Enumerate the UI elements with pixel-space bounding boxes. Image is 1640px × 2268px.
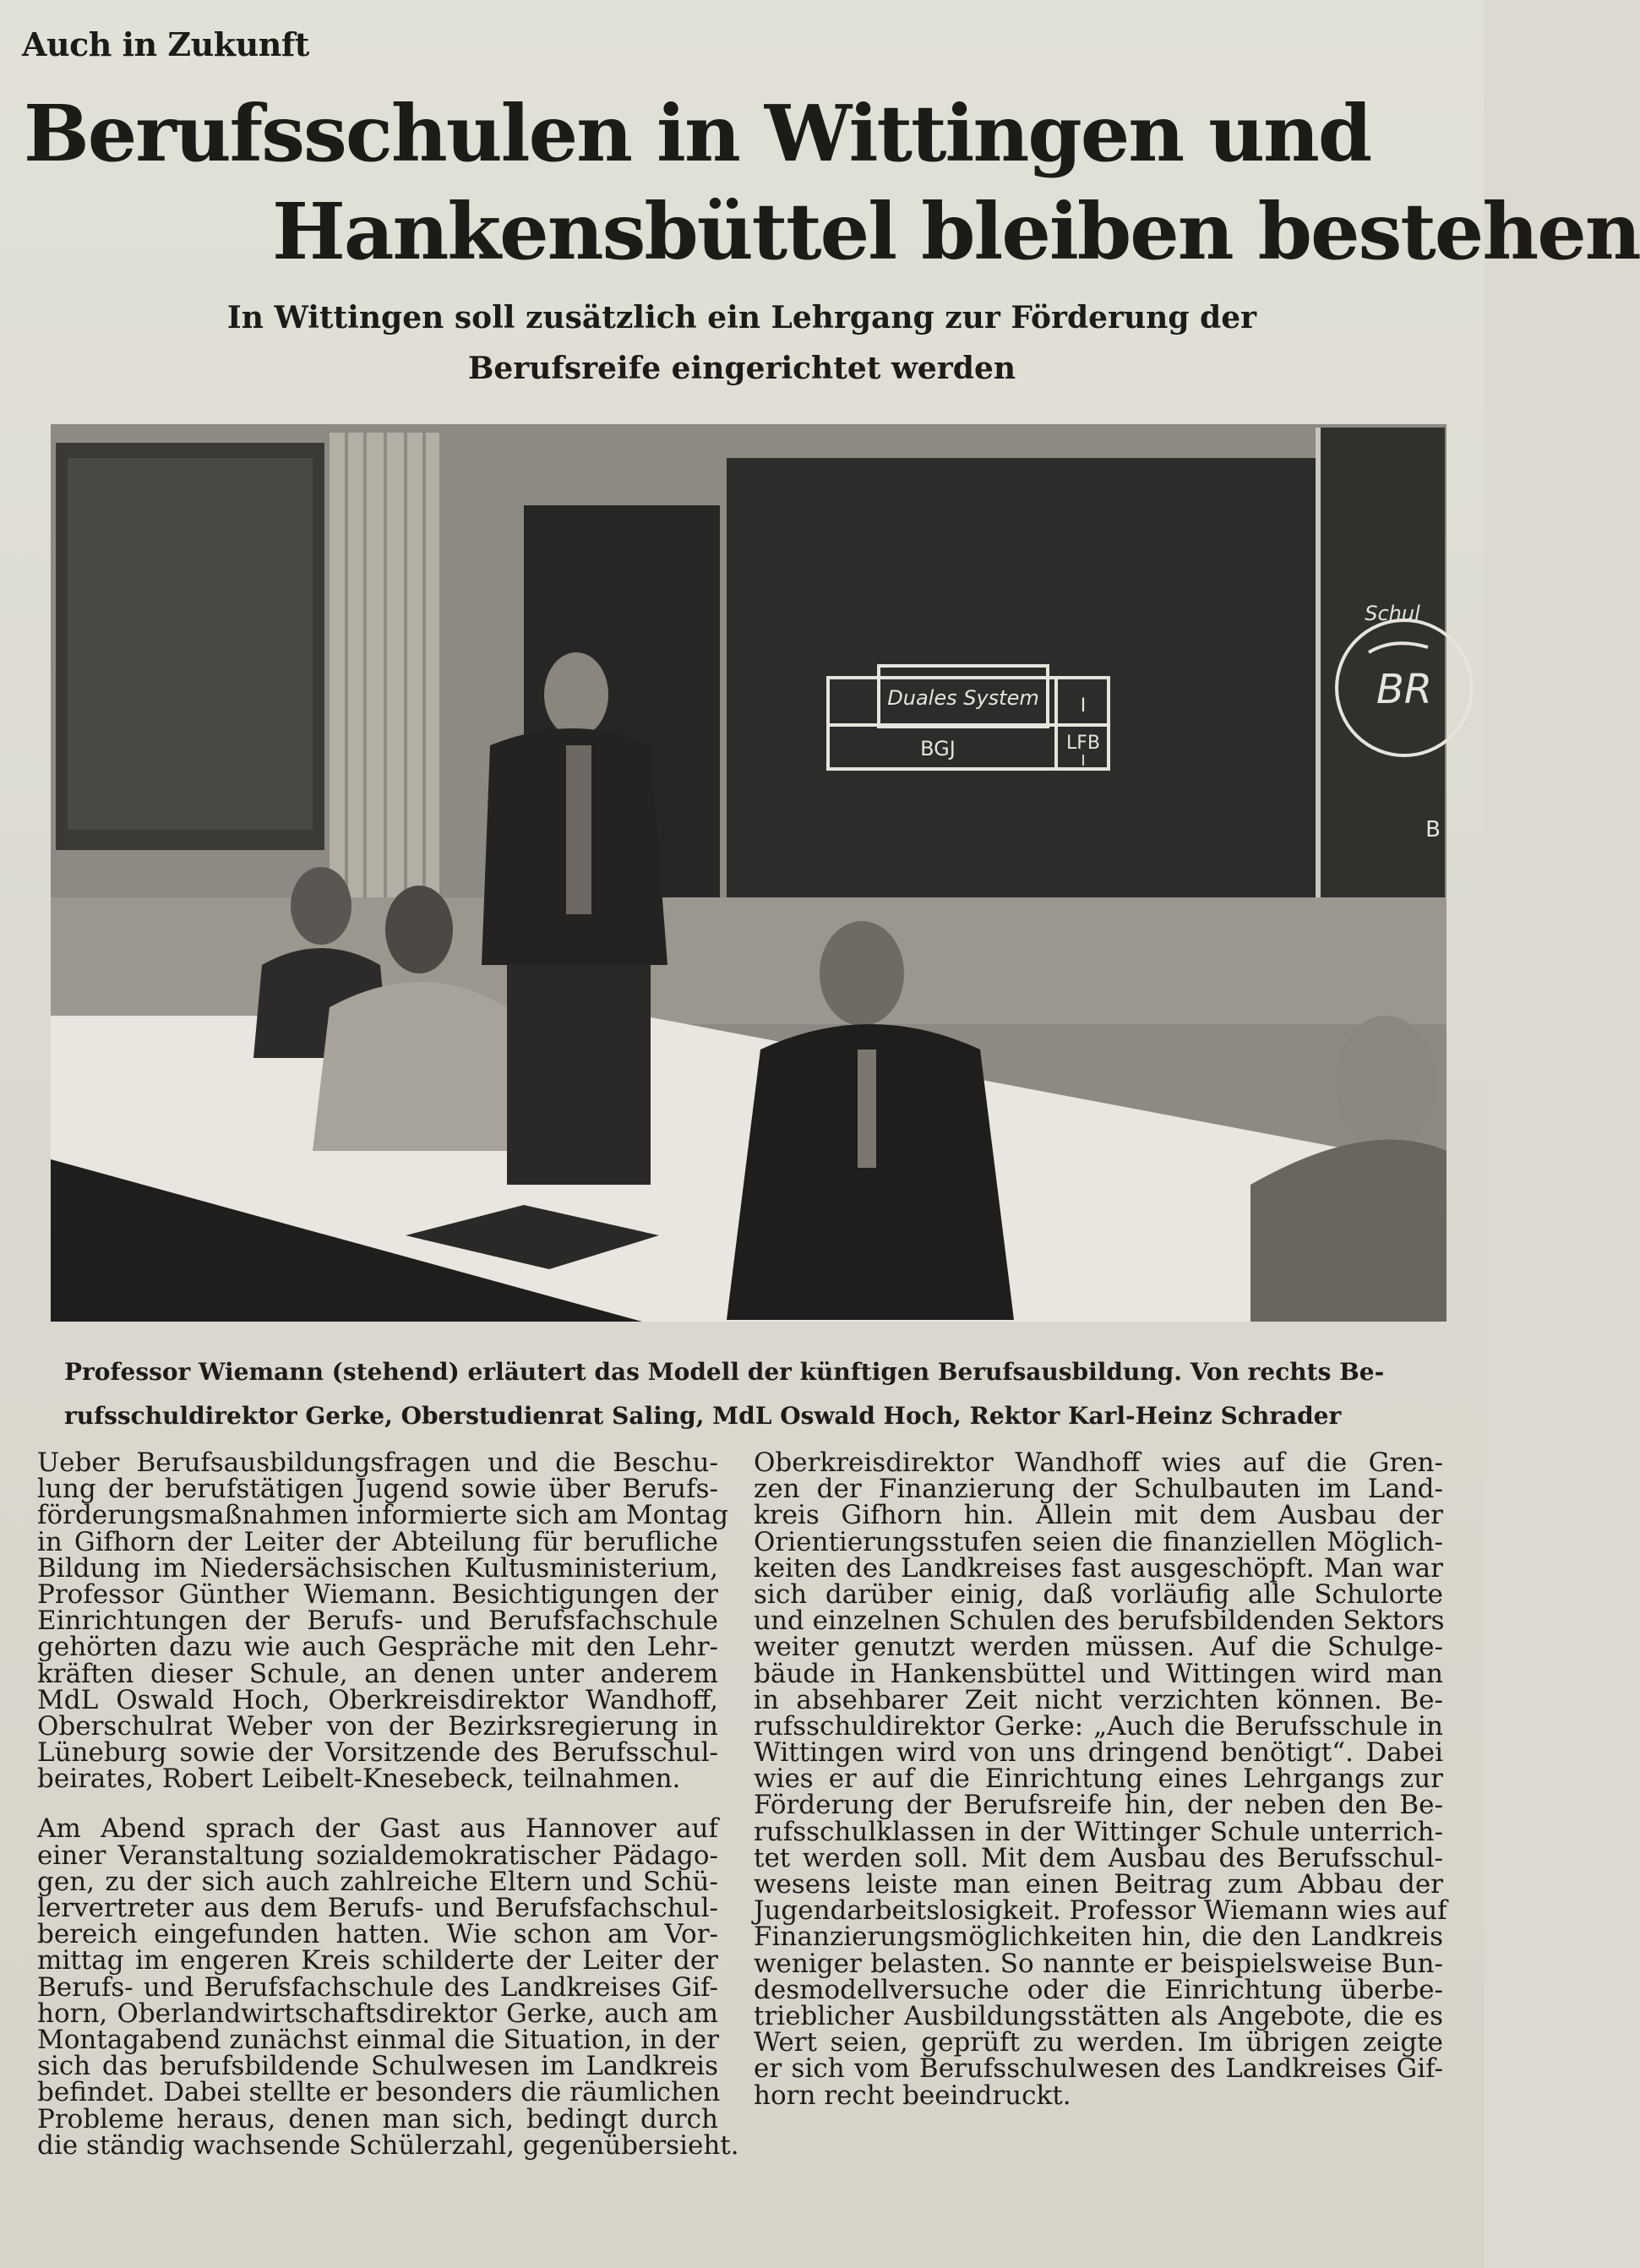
text-line: wesens leiste man einen Beitrag zum Abbau der — [754, 1869, 1443, 1900]
text-line: einer Veranstaltung sozialdemokratischer Pädago- — [37, 1840, 718, 1871]
text-line: wies er auf die Einrichtung eines Lehrgangs zur — [754, 1764, 1443, 1795]
text-line: zen der Finanzierung der Schulbauten im Land- — [754, 1474, 1443, 1505]
text-line: bäude in Hankensbüttel und Wittingen wird man — [754, 1658, 1443, 1689]
subheadline-line-1: In Wittingen soll zusätzlich ein Lehrgang zur Förderung der — [226, 300, 1257, 335]
text-line: Probleme heraus, denen man sich, bedingt durch — [37, 2103, 718, 2134]
text-line: Ueber Berufsausbildungsfragen und die Beschu- — [37, 1447, 718, 1478]
text-line: in absehbarer Zeit nicht verzichten können. Be- — [754, 1684, 1443, 1715]
text-line: kräften dieser Schule, an denen unter anderem — [37, 1658, 718, 1689]
text-line: förderungsmaßnahmen informierte sich am Montag — [37, 1500, 729, 1531]
text-line: horn, Oberlandwirtschaftsdirektor Gerke, auch am — [37, 1998, 718, 2029]
text-line: befindet. Dabei stellte er besonders die räumlichen — [37, 2077, 721, 2108]
text-line: mittag im engeren Kreis schilderte der Leiter der — [37, 1945, 718, 1976]
text-line: Berufs- und Berufsfachschule des Landkreises Gif- — [37, 1971, 718, 2003]
photo-caption-line-1: Professor Wiemann (stehend) erläutert das Modell der künftigen Berufsausbildung. Von rechts Be- — [64, 1358, 1385, 1386]
text-line: er sich vom Berufsschulwesen des Landkreises Gif- — [754, 2053, 1443, 2085]
kicker: Auch in Zukunft — [22, 25, 309, 63]
article-column-left — [37, 1447, 739, 2161]
chalk-right-mid: LFB — [1065, 733, 1101, 754]
meeting-photo — [51, 424, 1447, 1322]
text-line: beirates, Robert Leibelt-Knesebeck, teilnahmen. — [37, 1764, 681, 1795]
text-line: kreis Gifhorn hin. Allein mit dem Ausbau der — [754, 1500, 1443, 1531]
text-line: sich darüber einig, daß vorläufig alle Schulorte — [754, 1578, 1443, 1610]
text-line: Professor Günther Wiemann. Besichtigungen der — [37, 1578, 718, 1610]
article-column-right — [754, 1447, 1447, 2111]
text-line: bereich eingefunden hatten. Wie schon am Vor- — [37, 1919, 718, 1950]
window-pane — [68, 458, 313, 830]
text-line: Oberschulrat Weber von der Bezirksregierung in — [37, 1710, 718, 1742]
text-line: Montagabend zunächst einmal die Situation, in der — [37, 2024, 720, 2055]
chalk-circle-top: Schul — [1365, 602, 1420, 625]
text-line: tet werden soll. Mit dem Ausbau des Berufsschul- — [754, 1842, 1443, 1873]
text-line: Wert seien, geprüft zu werden. Im übrigen zeigte — [754, 2027, 1443, 2058]
text-line: in Gifhorn der Leiter der Abteilung für berufliche — [37, 1526, 718, 1557]
text-line: lervertreter aus dem Berufs- und Berufsfachschul- — [37, 1893, 718, 1923]
text-line: desmodellversuche oder die Einrichtung überbe- — [754, 1974, 1443, 2005]
chalk-right-bottom: I — [1081, 752, 1086, 770]
text-line: Lüneburg sowie der Vorsitzende des Berufsschul- — [37, 1737, 718, 1769]
text-line: lung der berufstätigen Jugend sowie über Berufs- — [37, 1474, 718, 1505]
text-line: Orientierungsstufen seien die finanziellen Möglich- — [754, 1526, 1443, 1557]
text-line: weiter genutzt werden müssen. Auf die Schulge- — [754, 1632, 1443, 1663]
text-line: trieblicher Ausbildungsstätten als Angebote, die es — [754, 2000, 1443, 2031]
text-line: keiten des Landkreises fast ausgeschöpft. Man war — [754, 1552, 1443, 1584]
text-line: Bildung im Niedersächsischen Kultusministerium, — [37, 1552, 718, 1584]
text-line: und einzelnen Schulen des berufsbildenden Sektors — [754, 1606, 1445, 1637]
photo-caption-line-2: rufsschuldirektor Gerke, Oberstudienrat Saling, MdL Oswald Hoch, Rektor Karl-Heinz Schrader — [64, 1402, 1342, 1430]
text-line: die ständig wachsende Schülerzahl, gegenübersieht. — [37, 2129, 739, 2161]
chalk-box-label: Duales System — [887, 686, 1039, 710]
text-line: Finanzierungsmöglichkeiten hin, die den Landkreis — [754, 1922, 1443, 1953]
text-line: Oberkreisdirektor Wandhoff wies auf die Gren- — [754, 1447, 1443, 1478]
text-line: gehörten dazu wie auch Gespräche mit den Lehr- — [37, 1632, 718, 1663]
text-line: sich das berufsbildende Schulwesen im Landkreis — [37, 2051, 718, 2082]
text-line: Jugendarbeitslosigkeit. Professor Wiemann wies auf — [754, 1895, 1447, 1927]
text-line: weniger belasten. So nannte er beispielsweise Bun- — [754, 1948, 1443, 1979]
chalk-edge-text: B — [1425, 817, 1441, 842]
text-line: Förderung der Berufsreife hin, der neben den Be- — [754, 1790, 1443, 1821]
text-line: Wittingen wird von uns dringend benötigt“. Dabei — [754, 1737, 1443, 1769]
text-line: rufsschulklassen in der Wittinger Schule unterrich- — [754, 1816, 1443, 1847]
text-line: Am Abend sprach der Gast aus Hannover auf — [37, 1813, 718, 1845]
chalk-circle-main: BR — [1376, 666, 1433, 713]
subheadline-line-2: Berufsreife eingerichtet werden — [467, 351, 1016, 386]
text-line: rufsschuldirektor Gerke: „Auch die Berufsschule in — [754, 1710, 1443, 1742]
headline-line-1: Berufsschulen in Wittingen und — [24, 88, 1371, 179]
chalk-left-cell: BGJ — [920, 737, 956, 761]
headline-line-2: Hankensbüttel bleiben bestehen — [272, 186, 1640, 277]
text-line: MdL Oswald Hoch, Oberkreisdirektor Wandhoff, — [37, 1684, 718, 1715]
text-line: gen, zu der sich auch zahlreiche Eltern und Schü- — [37, 1866, 718, 1897]
text-line: Einrichtungen der Berufs- und Berufsfachschule — [37, 1606, 718, 1637]
chalk-right-top: I — [1080, 695, 1087, 717]
text-line: horn recht beeindruckt. — [754, 2080, 1071, 2111]
